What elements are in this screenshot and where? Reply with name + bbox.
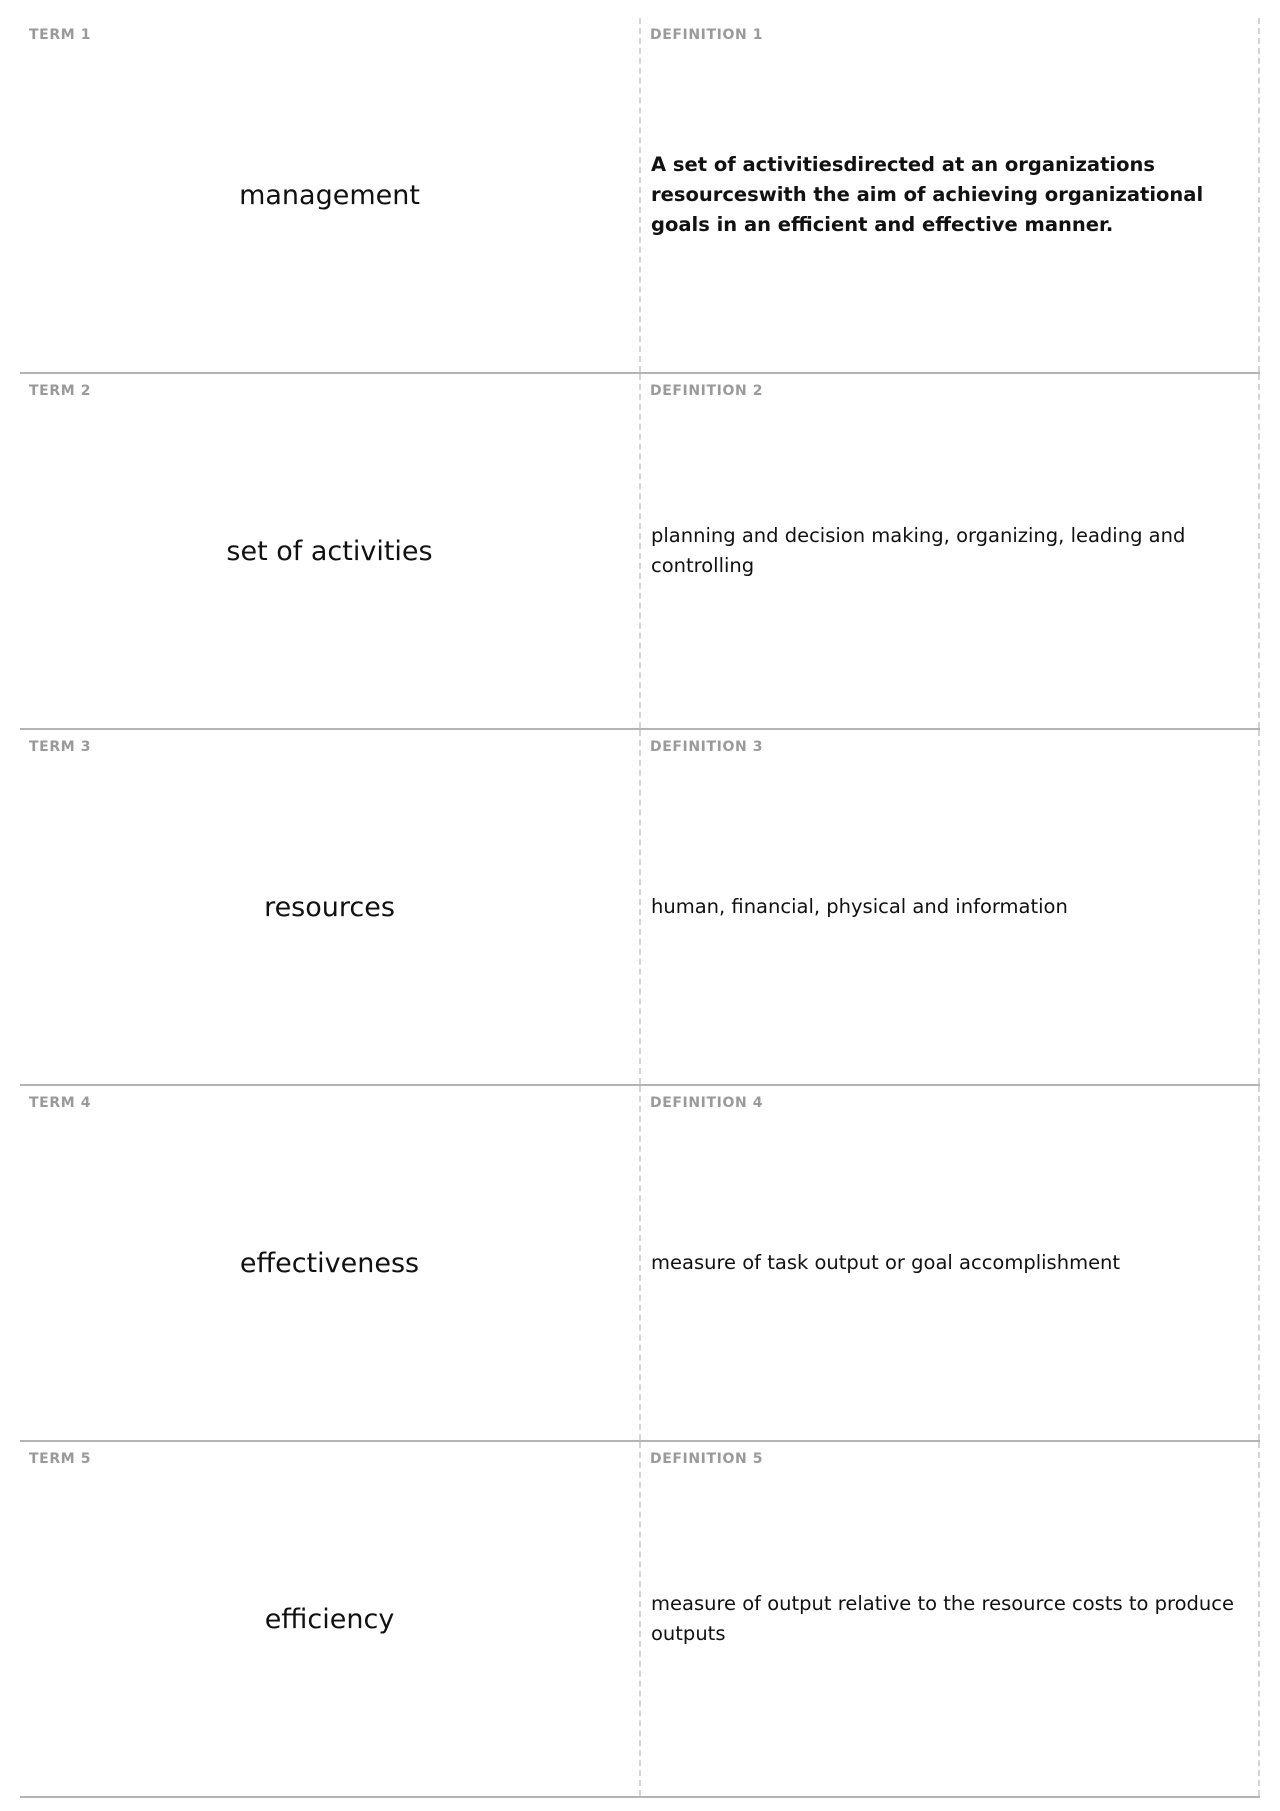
term-cell-2 — [20, 374, 641, 728]
flashcard-row-3 — [20, 730, 1260, 1086]
term-cell-5 — [20, 1442, 641, 1796]
definition-cell-3 — [641, 730, 1260, 1084]
term-cell-1 — [20, 18, 641, 372]
flashcard-row-2 — [20, 374, 1260, 730]
definition-text-5 — [651, 1442, 1244, 1796]
definition-text-1-content: A set of activitiesdirected at an organizations resourceswith the aim of achieving organizational goals in an efficient and effective manner. — [651, 153, 1204, 236]
definition-text-3-content: human, financial, physical and information — [651, 895, 1068, 918]
definition-text-2 — [651, 374, 1244, 728]
definition-label-2: DEFINITION 2 — [650, 383, 764, 399]
definition-text-1 — [651, 18, 1244, 372]
definition-text-4 — [651, 1086, 1244, 1440]
flashcard-row-5 — [20, 1442, 1260, 1798]
term-text-5: efficiency — [264, 1603, 395, 1635]
term-label-1: TERM 1 — [29, 27, 92, 43]
flashcard-sheet — [20, 18, 1260, 1798]
term-text-4: effectiveness — [239, 1247, 420, 1279]
definition-label-4: DEFINITION 4 — [650, 1095, 764, 1111]
definition-text-2-content: planning and decision making, organizing, leading and controlling — [651, 524, 1186, 577]
term-label-3: TERM 3 — [29, 739, 92, 755]
flashcard-row-1 — [20, 18, 1260, 374]
term-text-2: set of activities — [226, 535, 433, 567]
term-cell-3 — [20, 730, 641, 1084]
definition-text-5-content: measure of output relative to the resource costs to produce outputs — [651, 1592, 1234, 1645]
definition-label-1: DEFINITION 1 — [650, 27, 764, 43]
flashcard-row-4 — [20, 1086, 1260, 1442]
term-label-4: TERM 4 — [29, 1095, 92, 1111]
term-label-5: TERM 5 — [29, 1451, 92, 1467]
definition-cell-2 — [641, 374, 1260, 728]
definition-cell-5 — [641, 1442, 1260, 1796]
definition-text-4-content: measure of task output or goal accomplishment — [651, 1251, 1121, 1274]
definition-text-3 — [651, 730, 1244, 1084]
definition-cell-1 — [641, 18, 1260, 372]
definition-label-3: DEFINITION 3 — [650, 739, 764, 755]
definition-label-5: DEFINITION 5 — [650, 1451, 764, 1467]
term-label-2: TERM 2 — [29, 383, 92, 399]
term-text-3: resources — [264, 891, 395, 923]
term-cell-4 — [20, 1086, 641, 1440]
term-text-1: management — [239, 179, 420, 211]
definition-cell-4 — [641, 1086, 1260, 1440]
